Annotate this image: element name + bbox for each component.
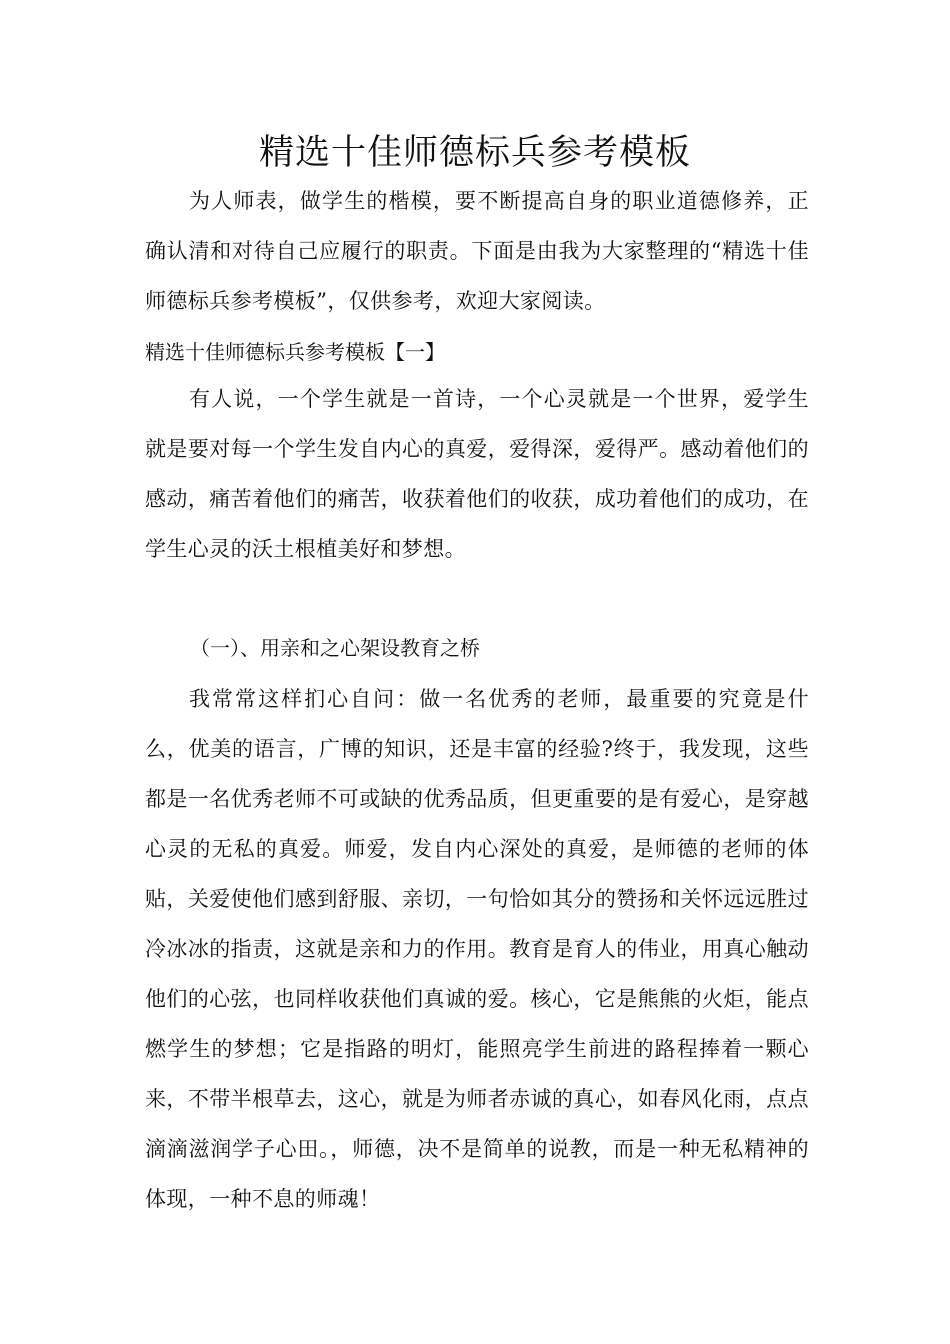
section-paragraph: 有人说，一个学生就是一首诗，一个心灵就是一个世界，爱学生就是要对每一个学生发自内心的真爱，爱得深，爱得严。感动着他们的感动，痛苦着他们的痛苦，收获着他们的收获，成功着他们的成功，在学生心灵的沃土根植美好和梦想。 bbox=[145, 387, 809, 561]
subsection-paragraph: 我常常这样扪心自问：做一名优秀的老师，最重要的究竟是什么，优美的语言，广博的知识，还是丰富的经验?终于，我发现，这些都是一名优秀老师不可或缺的优秀品质，但更重要的是有爱心，是穿越心灵的无私的真爱。师爱，发自内心深处的真爱，是师德的老师的体贴，关爱使他们感到舒服、亲切，一句恰如其分的赞扬和关怀远远胜过冷冰冰的指责，这就是亲和力的作用。教育是育人的伟业，用真心触动他们的心弦，也同样收获他们真诚的爱。核心，它是熊熊的火炬，能点燃学生的梦想；它是指路的明灯，能照亮学生前进的路程捧着一颗心来，不带半根草去，这心，就是为师者赤诚的真心，如春风化雨，点点滴滴滋润学子心田。，师德，决不是简单的说教，而是一种无私精神的体现，一种不息的师魂！ bbox=[145, 687, 809, 1211]
intro-paragraph: 为人师表，做学生的楷模，要不断提高自身的职业道德修养，正确认清和对待自己应履行的职责。下面是由我为大家整理的“精选十佳师德标兵参考模板”，仅供参考，欢迎大家阅读。 bbox=[145, 189, 809, 313]
document-title: 精选十佳师德标兵参考模板 bbox=[258, 133, 691, 173]
section-heading: 精选十佳师德标兵参考模板【一】 bbox=[145, 340, 445, 364]
subsection-heading: （一）、用亲和之心架设教育之桥 bbox=[190, 636, 480, 660]
